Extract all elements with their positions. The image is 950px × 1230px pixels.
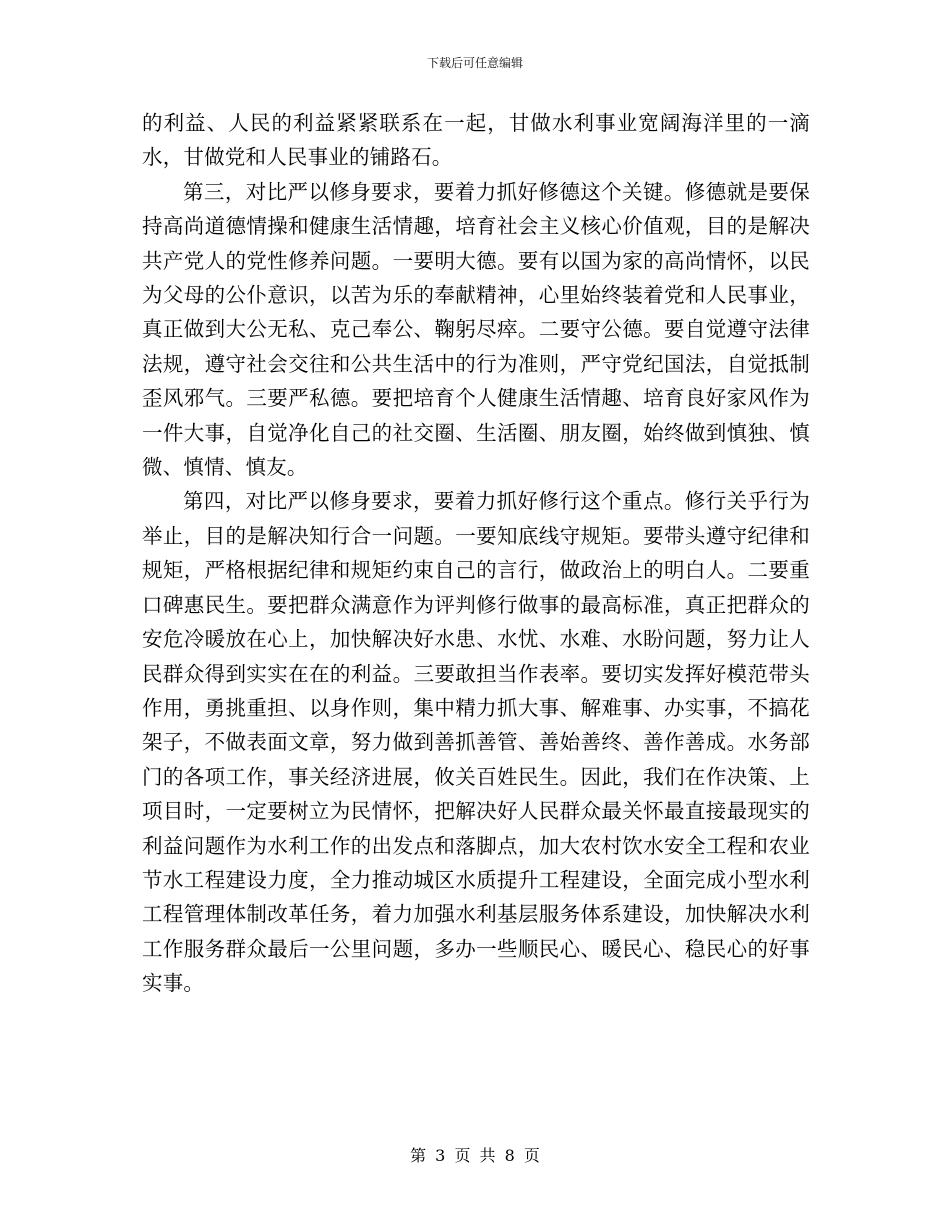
paragraph-fourth-point: 第四，对比严以修身要求，要着力抓好修行这个重点。修行关乎行为举止，目的是解决知行合一问题。一要知底线守规矩。要带头遵守纪律和规矩，严格根据纪律和规矩约束自己的言行，做政治上的明白人。二要重口碑惠民生。要把群众满意作为评判修行做事的最高标准，真正把群众的安危冷暖放在心上，加快解决好水患、水忧、水难、水盼问题，努力让人民群众得到实实在在的利益。三要敢担当作表率。要切实发挥好模范带头作用，勇挑重担、以身作则，集中精力抓大事、解难事、办实事，不搞花架子，不做表面文章，努力做到善抓善管、善始善终、善作善成。水务部门的各项工作，事关经济进展，攸关百姓民生。因此，我们在作决策、上项目时，一定要树立为民情怀，把解决好人民群众最关怀最直接最现实的利益问题作为水利工作的出发点和落脚点，加大农村饮水安全工程和农业节水工程建设力度，全力推动城区水质提升工程建设，全面完成小型水利工程管理体制改革任务，着力加强水利基层服务体系建设，加快解决水利工作服务群众最后一公里问题，多办一些顺民心、暖民心、稳民心的好事实事。: [142, 489, 810, 996]
document-body: [142, 106, 810, 1001]
paragraph-third-point: 第三，对比严以修身要求，要着力抓好修德这个关键。修德就是要保持高尚道德情操和健康生活情趣，培育社会主义核心价值观，目的是解决共产党人的党性修养问题。一要明大德。要有以国为家的高尚情怀，以民为父母的公仆意识，以苦为乐的奉献精神，心里始终装着党和人民事业，真正做到大公无私、克己奉公、鞠躬尽瘁。二要守公德。要自觉遵守法律法规，遵守社会交往和公共生活中的行为准则，严守党纪国法，自觉抵制歪风邪气。三要严私德。要把培育个人健康生活情趣、培育良好家风作为一件大事，自觉净化自己的社交圈、生活圈、朋友圈，始终做到慎独、慎微、慎情、慎友。: [142, 179, 810, 480]
page-header: 下载后可任意编辑: [426, 56, 523, 70]
paragraph-continuation: 的利益、人民的利益紧紧联系在一起，甘做水利事业宽阔海洋里的一滴水，甘做党和人民事业的铺路石。: [142, 111, 810, 170]
page-number-footer: 第 3 页 共 8 页: [410, 1146, 540, 1165]
